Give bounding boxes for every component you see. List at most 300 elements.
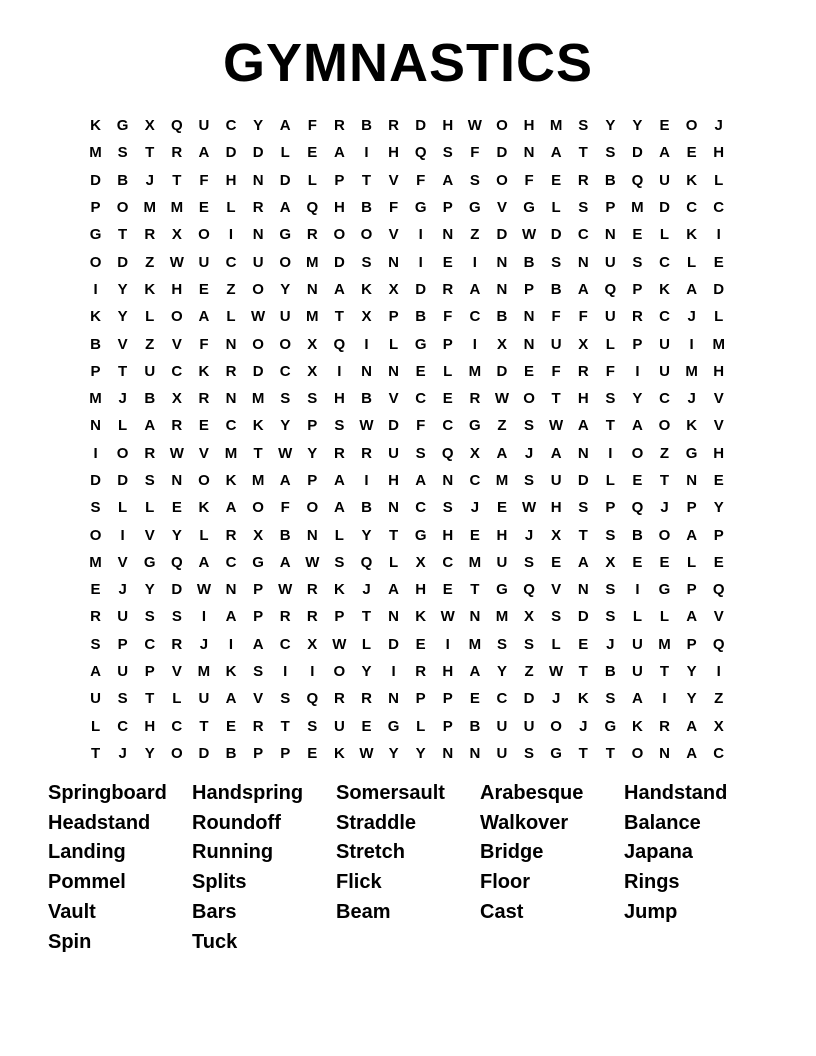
grid-letter[interactable]: B [523,253,535,271]
grid-letter[interactable]: H [713,444,725,462]
grid-letter[interactable]: K [333,581,345,599]
grid-letter[interactable]: E [442,390,453,408]
grid-letter[interactable]: L [226,308,236,326]
grid-letter[interactable]: E [442,253,453,271]
grid-letter[interactable]: A [577,280,589,298]
grid-letter[interactable]: A [686,717,698,735]
grid-letter[interactable]: U [604,253,616,271]
grid-letter[interactable]: D [117,472,129,489]
grid-letter[interactable]: U [659,362,670,380]
grid-letter[interactable]: J [524,444,534,462]
grid-letter[interactable]: A [550,144,562,162]
grid-letter[interactable]: C [225,253,237,271]
grid-letter[interactable]: O [658,417,671,435]
grid-letter[interactable]: M [170,199,184,217]
grid-letter[interactable]: C [713,744,725,762]
grid-letter[interactable]: D [550,226,562,244]
grid-letter[interactable]: G [469,417,481,435]
grid-letter[interactable]: H [144,717,156,735]
grid-letter[interactable]: U [90,690,101,708]
grid-letter[interactable]: J [524,526,534,544]
grid-letter[interactable]: W [359,417,374,435]
grid-letter[interactable]: S [334,417,345,435]
grid-letter[interactable]: J [660,499,669,517]
grid-letter[interactable]: Z [145,335,155,353]
grid-letter[interactable]: Y [361,526,372,544]
grid-letter[interactable]: U [550,472,562,489]
grid-letter[interactable]: I [364,144,369,162]
grid-letter[interactable]: S [253,663,264,681]
grid-letter[interactable]: E [632,226,643,244]
grid-letter[interactable]: P [253,744,264,762]
grid-letter[interactable]: C [171,717,183,735]
grid-letter[interactable]: T [578,526,588,544]
grid-letter[interactable]: S [605,526,616,544]
grid-letter[interactable]: N [496,280,508,298]
grid-letter[interactable]: Y [686,690,697,708]
grid-letter[interactable]: Y [117,308,128,326]
grid-letter[interactable]: E [469,526,480,544]
grid-letter[interactable]: R [469,390,481,408]
grid-letter[interactable]: T [118,362,128,380]
grid-letter[interactable]: C [279,362,291,380]
grid-letter[interactable]: O [496,171,508,189]
grid-letter[interactable]: R [144,444,156,462]
grid-letter[interactable]: X [578,335,589,353]
grid-letter[interactable]: T [90,744,101,762]
grid-letter[interactable]: F [524,171,534,189]
grid-letter[interactable]: N [577,581,589,599]
grid-letter[interactable]: N [252,171,264,189]
grid-letter[interactable]: B [550,280,562,298]
grid-letter[interactable]: H [442,663,454,681]
grid-letter[interactable]: A [686,280,698,298]
grid-letter[interactable]: W [467,117,482,135]
grid-letter[interactable]: X [524,608,535,626]
grid-letter[interactable]: T [361,608,372,626]
grid-letter[interactable]: X [551,526,562,544]
grid-letter[interactable]: X [307,335,318,353]
grid-letter[interactable]: N [225,390,237,408]
grid-letter[interactable]: S [280,690,291,708]
grid-letter[interactable]: F [199,335,209,353]
grid-letter[interactable]: N [469,608,481,626]
grid-letter[interactable]: G [414,199,427,217]
grid-letter[interactable]: S [144,472,155,489]
grid-letter[interactable]: U [604,308,616,326]
grid-letter[interactable]: A [632,417,643,435]
grid-letter[interactable]: C [469,472,481,489]
grid-letter[interactable]: T [253,444,263,462]
grid-letter[interactable]: V [171,335,182,353]
grid-letter[interactable]: H [171,280,183,298]
grid-letter[interactable]: R [225,526,237,544]
grid-letter[interactable]: P [686,499,697,517]
grid-letter[interactable]: B [415,308,427,326]
grid-letter[interactable]: P [307,472,318,489]
grid-letter[interactable]: C [279,635,291,653]
grid-letter[interactable]: X [307,635,318,653]
grid-letter[interactable]: A [686,526,698,544]
grid-letter[interactable]: D [225,144,237,162]
grid-letter[interactable]: C [713,199,725,217]
grid-letter[interactable]: D [333,253,345,271]
grid-letter[interactable]: C [144,635,156,653]
grid-letter[interactable]: S [280,390,291,408]
grid-letter[interactable]: H [415,581,427,599]
grid-letter[interactable]: W [169,444,184,462]
grid-letter[interactable]: Q [306,199,319,217]
grid-letter[interactable]: P [442,335,453,353]
grid-letter[interactable]: S [90,499,101,517]
grid-letter[interactable]: E [551,171,562,189]
grid-letter[interactable]: S [117,690,128,708]
grid-letter[interactable]: F [416,171,426,189]
grid-letter[interactable]: E [713,553,724,571]
grid-letter[interactable]: O [198,226,210,244]
grid-letter[interactable]: K [415,608,427,626]
grid-letter[interactable]: A [333,499,345,517]
grid-letter[interactable]: P [632,280,643,298]
grid-letter[interactable]: Y [388,744,399,762]
grid-letter[interactable]: I [283,663,288,681]
grid-letter[interactable]: S [632,253,643,271]
grid-letter[interactable]: S [605,608,616,626]
grid-letter[interactable]: I [445,635,450,653]
grid-letter[interactable]: K [577,690,589,708]
grid-letter[interactable]: G [469,199,481,217]
grid-letter[interactable]: V [388,171,399,189]
grid-letter[interactable]: I [662,690,667,708]
grid-letter[interactable]: E [90,581,101,599]
grid-letter[interactable]: N [388,608,399,626]
grid-letter[interactable]: J [687,308,696,326]
grid-letter[interactable]: C [659,308,670,326]
grid-letter[interactable]: D [252,362,264,380]
grid-letter[interactable]: F [470,144,480,162]
grid-letter[interactable]: W [549,663,564,681]
grid-letter[interactable]: A [686,744,698,762]
grid-letter[interactable]: N [442,472,454,489]
grid-letter[interactable]: G [143,553,156,571]
grid-letter[interactable]: I [608,444,613,462]
grid-letter[interactable]: L [145,499,155,517]
grid-letter[interactable]: O [360,226,373,244]
grid-letter[interactable]: L [632,608,642,626]
grid-letter[interactable]: I [391,663,396,681]
grid-letter[interactable]: S [524,472,535,489]
grid-letter[interactable]: T [199,717,209,735]
grid-letter[interactable]: D [171,581,183,599]
grid-letter[interactable]: C [469,308,481,326]
grid-letter[interactable]: P [605,499,616,517]
grid-letter[interactable]: E [659,553,670,571]
grid-letter[interactable]: O [658,526,671,544]
grid-letter[interactable]: R [632,308,643,326]
grid-letter[interactable]: M [712,335,725,353]
grid-letter[interactable]: I [93,444,98,462]
grid-letter[interactable]: K [198,362,210,380]
grid-letter[interactable]: E [415,362,426,380]
grid-letter[interactable]: S [605,144,616,162]
grid-letter[interactable]: G [116,117,129,135]
grid-letter[interactable]: D [496,226,508,244]
grid-letter[interactable]: U [279,308,291,326]
grid-letter[interactable]: M [251,390,265,408]
grid-letter[interactable]: M [468,635,482,653]
grid-letter[interactable]: Y [144,744,155,762]
grid-letter[interactable]: L [199,526,209,544]
grid-letter[interactable]: P [686,581,697,599]
grid-letter[interactable]: E [226,717,237,735]
grid-letter[interactable]: R [252,199,264,217]
grid-letter[interactable]: L [687,253,697,271]
grid-letter[interactable]: C [659,253,670,271]
grid-letter[interactable]: O [333,226,346,244]
grid-letter[interactable]: C [659,390,670,408]
grid-letter[interactable]: S [524,744,535,762]
grid-letter[interactable]: O [252,335,264,353]
grid-letter[interactable]: I [310,663,315,681]
grid-letter[interactable]: M [468,362,482,380]
grid-letter[interactable]: E [198,280,209,298]
grid-letter[interactable]: F [416,417,426,435]
grid-letter[interactable]: E [713,253,724,271]
grid-letter[interactable]: N [659,744,670,762]
grid-letter[interactable]: U [252,253,264,271]
grid-letter[interactable]: A [144,417,156,435]
grid-letter[interactable]: D [388,417,399,435]
grid-letter[interactable]: P [253,581,264,599]
grid-letter[interactable]: Q [306,690,319,708]
grid-letter[interactable]: T [334,308,344,326]
grid-letter[interactable]: O [631,744,644,762]
grid-letter[interactable]: D [632,144,643,162]
grid-letter[interactable]: V [713,417,724,435]
grid-letter[interactable]: G [658,581,671,599]
grid-letter[interactable]: P [334,171,345,189]
grid-letter[interactable]: S [442,499,453,517]
grid-letter[interactable]: U [198,690,210,708]
grid-letter[interactable]: D [90,171,101,189]
grid-letter[interactable]: C [442,553,454,571]
grid-letter[interactable]: E [198,199,209,217]
grid-letter[interactable]: A [469,663,481,681]
grid-letter[interactable]: D [496,144,508,162]
grid-letter[interactable]: L [605,472,615,489]
grid-letter[interactable]: T [145,690,155,708]
grid-letter[interactable]: P [280,744,291,762]
grid-letter[interactable]: U [144,362,156,380]
grid-letter[interactable]: A [469,280,481,298]
grid-letter[interactable]: E [415,635,426,653]
grid-letter[interactable]: O [496,117,508,135]
grid-letter[interactable]: S [117,144,128,162]
grid-letter[interactable]: P [90,199,101,217]
grid-letter[interactable]: S [361,253,372,271]
grid-letter[interactable]: L [172,690,182,708]
grid-letter[interactable]: O [89,526,102,544]
grid-letter[interactable]: V [117,335,128,353]
grid-letter[interactable]: D [659,199,670,217]
grid-letter[interactable]: M [306,308,319,326]
grid-letter[interactable]: X [388,280,399,298]
grid-letter[interactable]: Y [361,663,372,681]
grid-letter[interactable]: L [90,717,101,735]
grid-letter[interactable]: T [172,171,182,189]
grid-letter[interactable]: J [145,171,154,189]
grid-letter[interactable]: X [713,717,724,735]
grid-letter[interactable]: Y [415,744,426,762]
grid-letter[interactable]: Y [253,117,264,135]
grid-letter[interactable]: L [659,608,670,626]
grid-letter[interactable]: B [90,335,101,353]
grid-letter[interactable]: N [225,335,237,353]
grid-letter[interactable]: A [577,417,589,435]
grid-letter[interactable]: Q [414,144,427,162]
grid-letter[interactable]: L [226,199,236,217]
grid-letter[interactable]: W [440,608,455,626]
grid-letter[interactable]: X [144,117,155,135]
grid-letter[interactable]: T [605,744,615,762]
grid-letter[interactable]: E [469,690,480,708]
grid-letter[interactable]: W [278,444,293,462]
grid-letter[interactable]: C [117,717,129,735]
grid-letter[interactable]: X [171,390,182,408]
grid-letter[interactable]: C [577,226,589,244]
grid-letter[interactable]: V [144,526,155,544]
grid-letter[interactable]: E [659,117,670,135]
grid-letter[interactable]: S [578,199,589,217]
grid-letter[interactable]: I [93,280,98,298]
grid-letter[interactable]: F [199,171,209,189]
grid-letter[interactable]: Y [280,280,291,298]
grid-letter[interactable]: N [686,472,698,489]
grid-letter[interactable]: J [551,690,561,708]
grid-letter[interactable]: U [117,608,129,626]
grid-letter[interactable]: Y [605,117,616,135]
grid-letter[interactable]: M [224,444,238,462]
grid-letter[interactable]: C [415,390,427,408]
grid-letter[interactable]: O [550,717,562,735]
grid-letter[interactable]: M [495,608,509,626]
grid-letter[interactable]: O [116,444,129,462]
grid-letter[interactable]: B [225,744,237,762]
grid-letter[interactable]: C [225,117,237,135]
grid-letter[interactable]: Q [631,499,644,517]
grid-letter[interactable]: M [89,144,102,162]
grid-letter[interactable]: Q [523,581,535,599]
grid-letter[interactable]: I [228,635,234,653]
grid-letter[interactable]: P [605,199,616,217]
grid-letter[interactable]: E [632,553,643,571]
grid-letter[interactable]: N [388,253,399,271]
grid-letter[interactable]: R [361,444,372,462]
grid-letter[interactable]: O [279,335,292,353]
grid-letter[interactable]: D [713,280,725,298]
grid-letter[interactable]: M [658,635,671,653]
grid-letter[interactable]: L [118,417,128,435]
grid-letter[interactable]: U [496,744,508,762]
grid-letter[interactable]: S [524,635,535,653]
grid-letter[interactable]: E [361,717,372,735]
grid-letter[interactable]: W [359,744,374,762]
grid-letter[interactable]: W [278,581,293,599]
grid-letter[interactable]: J [606,635,615,653]
grid-letter[interactable]: G [604,717,617,735]
grid-letter[interactable]: L [145,308,155,326]
grid-letter[interactable]: R [333,117,345,135]
grid-letter[interactable]: E [632,472,643,489]
grid-letter[interactable]: I [337,362,342,380]
grid-letter[interactable]: R [415,663,427,681]
grid-letter[interactable]: H [496,526,508,544]
grid-letter[interactable]: A [659,144,670,162]
grid-letter[interactable]: X [307,362,318,380]
grid-letter[interactable]: O [116,199,129,217]
grid-letter[interactable]: I [120,526,125,544]
grid-letter[interactable]: B [496,308,508,326]
grid-letter[interactable]: N [388,499,399,517]
grid-letter[interactable]: R [198,390,210,408]
grid-letter[interactable]: R [361,690,372,708]
grid-letter[interactable]: K [225,472,237,489]
grid-letter[interactable]: R [388,117,399,135]
grid-letter[interactable]: C [686,199,698,217]
grid-letter[interactable]: R [306,608,318,626]
grid-letter[interactable]: T [659,472,670,489]
grid-letter[interactable]: I [418,253,423,271]
grid-letter[interactable]: S [605,581,616,599]
grid-letter[interactable]: D [388,635,399,653]
grid-letter[interactable]: V [171,663,182,681]
grid-letter[interactable]: R [279,608,291,626]
grid-letter[interactable]: O [198,472,210,489]
grid-letter[interactable]: A [496,444,508,462]
grid-letter[interactable]: H [225,171,237,189]
grid-letter[interactable]: Y [632,390,643,408]
grid-letter[interactable]: R [306,226,318,244]
grid-letter[interactable]: O [523,390,535,408]
grid-letter[interactable]: Z [497,417,507,435]
grid-letter[interactable]: B [361,199,372,217]
grid-letter[interactable]: Z [659,444,670,462]
grid-letter[interactable]: Q [712,581,725,599]
grid-letter[interactable]: L [334,526,344,544]
grid-letter[interactable]: R [333,444,345,462]
grid-letter[interactable]: S [90,635,101,653]
grid-letter[interactable]: D [415,117,427,135]
grid-letter[interactable]: L [687,553,697,571]
grid-letter[interactable]: N [388,690,399,708]
grid-letter[interactable]: F [388,199,399,217]
grid-letter[interactable]: D [198,744,210,762]
grid-letter[interactable]: R [225,362,237,380]
grid-letter[interactable]: Y [307,444,318,462]
grid-letter[interactable]: B [279,526,291,544]
grid-letter[interactable]: N [577,253,589,271]
grid-letter[interactable]: L [714,171,724,189]
grid-letter[interactable]: T [578,744,588,762]
grid-letter[interactable]: E [686,144,697,162]
grid-letter[interactable]: J [362,581,371,599]
grid-letter[interactable]: G [252,553,264,571]
grid-letter[interactable]: Z [145,253,155,271]
grid-letter[interactable]: I [635,581,640,599]
grid-letter[interactable]: G [496,581,508,599]
grid-letter[interactable]: L [551,635,561,653]
grid-letter[interactable]: N [442,226,454,244]
